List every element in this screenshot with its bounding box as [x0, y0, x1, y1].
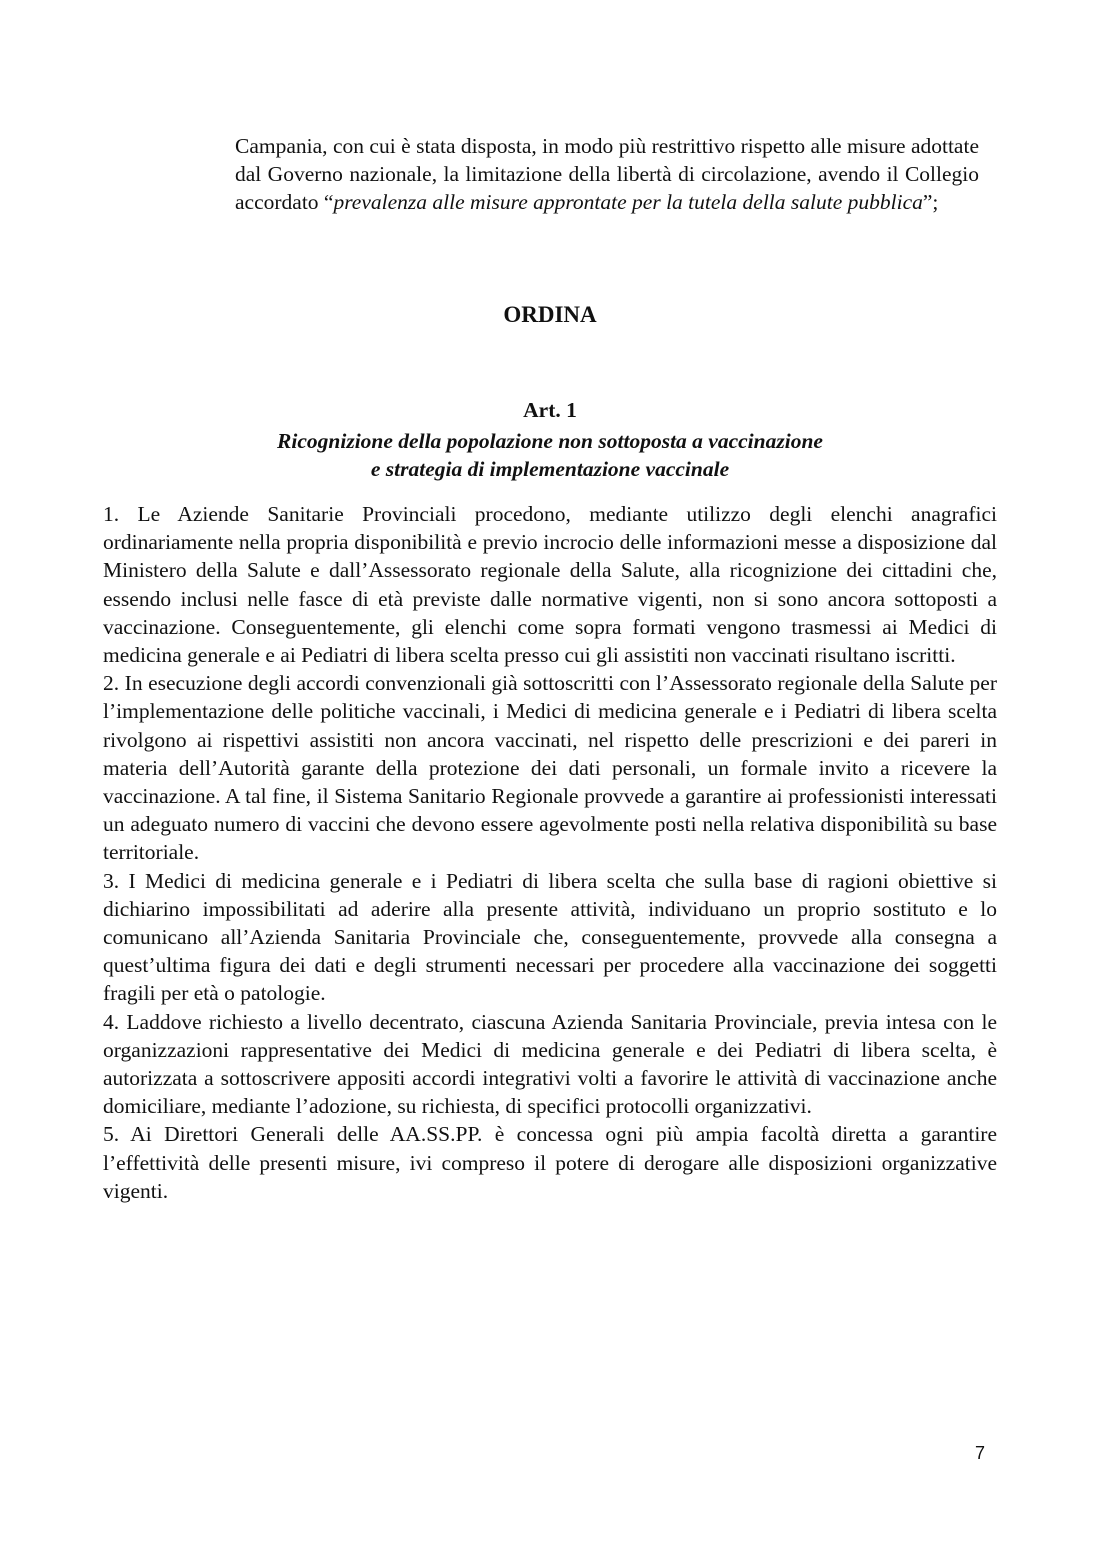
paragraph-3: 3. I Medici di medicina generale e i Pediatri di libera scelta che sulla base di ragioni obiettive si dichiarino impossibilitati ad aderire alla presente attività, individuano un proprio sostituto e lo comunicano all’Azienda Sanitaria Provinciale che, conseguentemente, provvede alla consegna a quest’ultima figura dei dati e degli strumenti necessari per procedere alla vaccinazione dei soggetti fragili per età o patologie. [103, 868, 997, 1006]
intro-paragraph [235, 132, 979, 216]
paragraph-2: 2. In esecuzione degli accordi convenzionali già sottoscritti con l’Assessorato regionale della Salute per l’implementazione delle politiche vaccinali, i Medici di medicina generale e i Pediatri di libera scelta rivolgono ai rispettivi assistiti non ancora vaccinati, nel rispetto delle prescrizioni e dei pareri in materia dell’Autorità garante della protezione dei dati personali, un formale invito a ricevere la vaccinazione. A tal fine, il Sistema Sanitario Regionale provvede a garantire ai professionisti interessati un adeguato numero di vaccini che devono essere agevolmente posti nella relativa disponibilità su base territoriale. [103, 671, 997, 865]
page-number: 7 [975, 1443, 986, 1463]
article-body [103, 500, 997, 1205]
article-title-line2: e strategia di implementazione vaccinale [370, 457, 730, 481]
paragraph-5: 5. Ai Direttori Generali delle AA.SS.PP. è concessa ogni più ampia facoltà diretta a garantire l’effettività delle presenti misure, ivi compreso il potere di derogare alle disposizioni organizzative vigenti. [103, 1122, 997, 1203]
paragraph-1: 1. Le Aziende Sanitarie Provinciali procedono, mediante utilizzo degli elenchi anagrafici ordinariamente nella propria disponibilità e previo incrocio delle informazioni messe a disposizione dal Ministero della Salute e dall’Assessorato regionale della Salute, alla ricognizione dei cittadini che, essendo inclusi nelle fasce di età previste dalle normative vigenti, non si sono ancora sottoposti a vaccinazione. Conseguentemente, gli elenchi come sopra formati vengono trasmessi ai Medici di medicina generale e ai Pediatri di libera scelta presso cui gli assistiti non vaccinati risultano iscritti. [103, 502, 997, 668]
intro-text: Campania, con cui è stata disposta, in modo più restrittivo rispetto alle misure adottate dal Governo nazionale, la limitazione della libertà di circolazione, avendo il Collegio accordato “ [235, 134, 979, 214]
article-title [0, 427, 1100, 483]
paragraph-4: 4. Laddove richiesto a livello decentrato, ciascuna Azienda Sanitaria Provinciale, previa intesa con le organizzazioni rappresentative dei Medici di medicina generale e dei Pediatri di libera scelta, è autorizzata a sottoscrivere appositi accordi integrativi volti a favorire le attività di vaccinazione anche domiciliare, mediante l’adozione, su richiesta, di specifici protocolli organizzativi. [103, 1009, 997, 1119]
article-title-line1: Ricognizione della popolazione non sottoposta a vaccinazione [277, 429, 823, 453]
intro-italic-quote: prevalenza alle misure approntate per la tutela della salute pubblica [333, 190, 923, 214]
section-heading: ORDINA [503, 302, 597, 327]
intro-text-end: ”; [922, 190, 939, 214]
article-number: Art. 1 [523, 398, 577, 422]
